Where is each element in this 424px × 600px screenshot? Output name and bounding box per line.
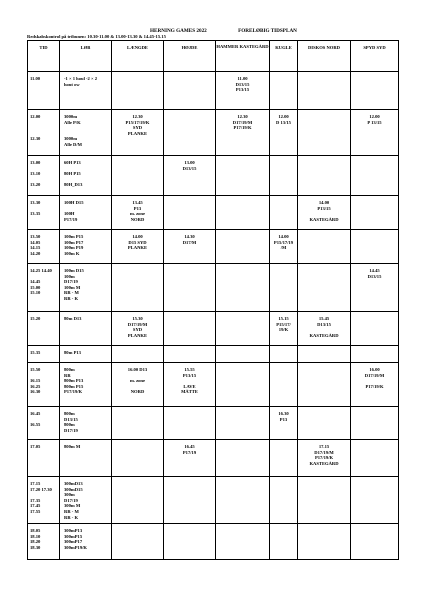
cell-kugle: [270, 312, 298, 346]
hojde-text: 14.30: [184, 234, 195, 239]
lob-text: RR - K: [64, 296, 79, 301]
cell-kugle: [270, 110, 298, 156]
tid-text: 17.55: [30, 509, 41, 514]
event-name: HERNING GAMES 2022: [150, 28, 207, 34]
tid-text: 13.30: [30, 200, 41, 205]
cell-diskos: [298, 407, 351, 440]
tid-text: 15.00: [30, 284, 41, 290]
cell-kugle: [270, 440, 298, 477]
tid-text: 12.30: [30, 136, 41, 142]
col-header-hammer: HAMMER KASTEGÅRD: [216, 41, 270, 72]
diskos-text: D17/19/M: [314, 449, 334, 455]
tid-text: 12.00: [30, 114, 41, 119]
tid-text: 18.30: [30, 544, 41, 550]
diskos-text: 15.45: [318, 316, 330, 321]
cell-spyd: [351, 407, 399, 440]
laengde-text: 13.45: [132, 200, 143, 205]
laengde-text: PLANKE: [127, 130, 148, 136]
cell-spyd: [351, 110, 399, 156]
cell-tid: [28, 407, 60, 440]
kugle-text: 14.00: [278, 234, 289, 239]
tid-text: 13.00: [30, 160, 41, 165]
diskos-text: KASTEGÅRD: [309, 216, 339, 222]
hammer-text: P13/15: [235, 87, 250, 93]
hojde-text: LAVE: [183, 383, 196, 389]
schedule-row: [28, 264, 399, 312]
cell-laengde: [112, 156, 164, 196]
lob-text: 300mP13: [64, 528, 83, 533]
schedule-row: [28, 346, 399, 363]
cell-diskos: [298, 346, 351, 363]
cell-kugle: [270, 156, 298, 196]
cell-tid: [28, 72, 60, 110]
cell-hammer: [216, 264, 270, 312]
tid-text: 16.25: [30, 383, 41, 389]
hammer-text: D17/19/M: [232, 119, 253, 125]
cell-hojde: [164, 477, 216, 524]
tid-text: 16.45: [30, 411, 41, 416]
lob-text: 800m M: [64, 444, 81, 449]
doc-label: FORELØBIG TIDSPLAN: [238, 28, 297, 34]
cell-kugle: [270, 524, 298, 560]
lob-text: 100m D15: [64, 268, 84, 273]
lob-text: 300m: [64, 492, 75, 498]
lob-text: 300mD13: [64, 481, 83, 486]
cell-tid: [28, 312, 60, 346]
cell-kugle: [270, 346, 298, 363]
cell-lob: [60, 407, 112, 440]
schedule-row: [28, 72, 399, 110]
tid-text: 17.20 17.30: [30, 486, 52, 492]
cell-laengde: [112, 440, 164, 477]
schedule-row: [28, 407, 399, 440]
cell-hojde: [164, 230, 216, 264]
cell-lob: [60, 110, 112, 156]
cell-hammer: [216, 72, 270, 110]
laengde-text: SYD: [132, 125, 143, 131]
lob-text: P17/19/K: [64, 389, 83, 395]
cell-hojde: [164, 264, 216, 312]
kugle-text: P15/17/: [276, 321, 291, 327]
lob-text: 80H_D13: [64, 182, 83, 188]
cell-tid: [28, 363, 60, 407]
cell-hojde: [164, 196, 216, 230]
cell-kugle: [270, 264, 298, 312]
cell-tid: [28, 230, 60, 264]
lob-text: 800m P15: [64, 383, 84, 389]
laengde-text: 16.00 D13: [127, 367, 148, 372]
tid-text: 18.10: [30, 533, 41, 539]
hammer-text: 12.30: [237, 114, 248, 119]
lob-text: 300m M: [64, 503, 81, 509]
lob-text: 80m P13: [64, 350, 81, 355]
hojde-text: P13/15: [182, 372, 197, 378]
laengde-text: m. zone: [129, 378, 146, 384]
laengde-text: m. zone: [129, 211, 146, 217]
cell-spyd: [351, 524, 399, 560]
cell-hammer: [216, 312, 270, 346]
tid-text: 16.30: [30, 389, 41, 395]
lob-text: P17/19: [64, 216, 78, 222]
laengde-text: P15/17/19/K: [125, 119, 150, 125]
schedule-row: [28, 477, 399, 524]
cell-laengde: [112, 407, 164, 440]
cell-kugle: [270, 230, 298, 264]
schedule-row: [28, 156, 399, 196]
cell-kugle: [270, 196, 298, 230]
cell-diskos: [298, 196, 351, 230]
cell-laengde: [112, 230, 164, 264]
cell-lob: [60, 156, 112, 196]
col-header-laengde: LÆNGDE: [112, 41, 164, 72]
cell-spyd: [351, 346, 399, 363]
kugle-text: P15/17/19: [273, 239, 294, 245]
cell-spyd: [351, 440, 399, 477]
cell-lob: [60, 524, 112, 560]
schedule-row: [28, 230, 399, 264]
diskos-text: D13/15: [317, 321, 331, 327]
schedule-row: [28, 196, 399, 230]
cell-spyd: [351, 196, 399, 230]
cell-diskos: [298, 156, 351, 196]
cell-laengde: [112, 196, 164, 230]
cell-hojde: [164, 524, 216, 560]
cell-laengde: [112, 363, 164, 407]
tid-text: 14.25 14.40: [30, 268, 52, 273]
lob-text: hout ow: [64, 81, 80, 87]
hojde-text: 13.00: [184, 160, 195, 165]
diskos-text: KASTEGÅRD: [309, 332, 339, 338]
kugle-text: P13: [279, 416, 288, 422]
col-header-diskos: DISKOS NORD: [298, 41, 351, 72]
kugle-text: 15.15: [278, 316, 289, 321]
cell-tid: [28, 477, 60, 524]
cell-lob: [60, 346, 112, 363]
lob-text: 100m P17: [64, 239, 84, 245]
cell-hammer: [216, 524, 270, 560]
cell-lob: [60, 72, 112, 110]
lob-text: D17/19: [64, 279, 78, 285]
cell-hammer: [216, 477, 270, 524]
cell-hojde: [164, 312, 216, 346]
cell-diskos: [298, 440, 351, 477]
lob-text: 100H D15: [64, 200, 84, 205]
cell-tid: [28, 440, 60, 477]
cell-lob: [60, 196, 112, 230]
cell-laengde: [112, 312, 164, 346]
lob-text: 80H P15: [64, 171, 81, 177]
diskos-text: KASTEGÅRD: [309, 460, 339, 466]
header-row: [28, 41, 399, 72]
spyd-text: P 13/15: [367, 119, 382, 125]
cell-kugle: [270, 363, 298, 407]
hojde-text: 15.55: [184, 367, 195, 372]
tid-text: 18.20: [30, 539, 41, 545]
lob-text: RR - M: [64, 290, 79, 296]
cell-diskos: [298, 110, 351, 156]
lob-text: 300mP19/K: [64, 544, 87, 550]
lob-text: 300mP15: [64, 533, 83, 539]
tid-text: 13.50: [30, 234, 41, 239]
cell-tid: [28, 524, 60, 560]
cell-kugle: [270, 407, 298, 440]
cell-tid: [28, 264, 60, 312]
cell-hammer: [216, 440, 270, 477]
tid-text: 17.15: [30, 481, 41, 486]
schedule-row: [28, 440, 399, 477]
tid-text: 15.10: [30, 290, 41, 296]
tid-text: 15.50: [30, 367, 41, 372]
laengde-text: D15 SYD: [128, 239, 147, 245]
cell-spyd: [351, 230, 399, 264]
lob-text: 800m: [64, 422, 75, 428]
tid-text: 13.20: [30, 182, 41, 188]
cell-spyd: [351, 72, 399, 110]
lob-text: -1 × 1 houl -2 × 2: [64, 76, 98, 81]
lob-text: Alle P/K: [64, 119, 81, 125]
hojde-text: MÅTTE: [181, 389, 198, 395]
tid-text: 14.05: [30, 239, 41, 245]
lob-text: 100m P15: [64, 234, 84, 239]
cell-hojde: [164, 156, 216, 196]
cell-lob: [60, 312, 112, 346]
cell-spyd: [351, 363, 399, 407]
tid-text: 13.35: [30, 211, 41, 217]
cell-laengde: [112, 524, 164, 560]
schedule-row: [28, 110, 399, 156]
hammer-text: P17/19/K: [233, 125, 252, 131]
cell-tid: [28, 346, 60, 363]
lob-text: 100m K: [64, 250, 80, 256]
hojde-text: D13/15: [182, 165, 197, 171]
tid-text: 15.35: [30, 350, 41, 355]
tid-text: 15.20: [30, 316, 41, 321]
kugle-text: 12.00: [278, 114, 289, 119]
col-header-hojde: HØJDE: [164, 41, 216, 72]
kugle-text: D 13/15: [276, 119, 291, 125]
cell-tid: [28, 196, 60, 230]
lob-text: 100m P19: [64, 245, 84, 251]
cell-spyd: [351, 312, 399, 346]
lob-text: 800m: [64, 411, 75, 416]
cell-kugle: [270, 477, 298, 524]
cell-diskos: [298, 264, 351, 312]
lob-text: RR - M: [64, 509, 79, 514]
spyd-text: D17/19/M: [364, 372, 385, 378]
cell-hammer: [216, 363, 270, 407]
tid-text: 17.05: [30, 444, 41, 449]
hojde-text: 16.45: [184, 444, 195, 449]
cell-hojde: [164, 407, 216, 440]
cell-diskos: [298, 363, 351, 407]
schedule-row: [28, 312, 399, 346]
diskos-text: P17/19/K: [314, 455, 334, 461]
schedule-row: [28, 363, 399, 407]
laengde-text: NORD: [130, 389, 145, 395]
lob-text: 100m M: [64, 284, 81, 290]
spyd-text: 12.00: [369, 114, 380, 119]
lob-text: 3000m: [64, 136, 78, 142]
cell-diskos: [298, 477, 351, 524]
cell-spyd: [351, 156, 399, 196]
hammer-text: D13/15: [235, 81, 250, 87]
cell-hojde: [164, 363, 216, 407]
cell-hojde: [164, 346, 216, 363]
equipment-check-note: Redskabskontrol på tribunen: 10.30-11.00 & 13.00-13.30 & 14.45-15.15: [27, 34, 166, 39]
laengde-text: NORD: [130, 216, 145, 222]
cell-hammer: [216, 110, 270, 156]
spyd-text: D13/15: [367, 273, 382, 279]
cell-tid: [28, 156, 60, 196]
lob-text: D13/15: [64, 416, 78, 422]
cell-laengde: [112, 72, 164, 110]
cell-lob: [60, 440, 112, 477]
diskos-text: P13/15: [317, 205, 331, 211]
tid-text: 16.55: [30, 422, 41, 428]
lob-text: 300mD15: [64, 486, 83, 492]
cell-diskos: [298, 72, 351, 110]
cell-hojde: [164, 72, 216, 110]
lob-text: 60H P13: [64, 160, 81, 165]
laengde-text: 12.30: [132, 114, 143, 119]
lob-text: 300mP17: [64, 539, 83, 545]
tid-text: 17.35: [30, 497, 41, 503]
cell-laengde: [112, 346, 164, 363]
kugle-text: /M: [280, 245, 287, 251]
laengde-text: P13: [133, 205, 142, 211]
schedule-row: [28, 524, 399, 560]
lob-text: D17/19: [64, 427, 78, 433]
lob-text: D17/19: [64, 497, 78, 503]
tid-text: 17.45: [30, 503, 41, 509]
hojde-text: D17/M: [182, 239, 197, 245]
cell-hammer: [216, 230, 270, 264]
lob-text: RR - K: [64, 514, 79, 520]
tid-text: 18.05: [30, 528, 41, 533]
tid-text: 14.45: [30, 279, 41, 285]
col-header-tid: TID: [28, 41, 60, 72]
cell-spyd: [351, 477, 399, 524]
cell-laengde: [112, 110, 164, 156]
tid-text: 14.20: [30, 250, 41, 256]
tid-text: 11.00: [30, 76, 41, 81]
spyd-text: 16.00: [369, 367, 380, 372]
cell-diskos: [298, 312, 351, 346]
cell-diskos: [298, 230, 351, 264]
laengde-text: PLANKE: [127, 245, 148, 251]
laengde-text: 14.00: [132, 234, 143, 239]
cell-laengde: [112, 264, 164, 312]
cell-lob: [60, 230, 112, 264]
lob-text: RR: [64, 372, 71, 378]
cell-lob: [60, 363, 112, 407]
spyd-text: 14.45: [369, 268, 380, 273]
hammer-text: 11.00: [237, 76, 248, 81]
lob-text: Alle D/M: [64, 142, 82, 147]
lob-text: 800m P13: [64, 378, 84, 384]
lob-text: 800m: [64, 367, 75, 372]
hojde-text: P17/19: [182, 449, 197, 455]
diskos-text: 14.00: [318, 200, 330, 205]
lob-text: 100H: [64, 211, 75, 217]
cell-laengde: [112, 477, 164, 524]
col-header-lob: LØB: [60, 41, 112, 72]
document-title: [150, 28, 327, 34]
laengde-text: 15.30: [132, 316, 143, 321]
cell-hojde: [164, 110, 216, 156]
laengde-text: D17/19/M: [127, 321, 148, 327]
schedule-table: [27, 40, 399, 560]
laengde-text: PLANKE: [127, 332, 148, 338]
lob-text: 100m: [64, 273, 75, 279]
tid-text: 13.10: [30, 171, 41, 177]
cell-diskos: [298, 524, 351, 560]
cell-hammer: [216, 407, 270, 440]
kugle-text: 16.30: [278, 411, 289, 416]
cell-lob: [60, 477, 112, 524]
diskos-text: 17.15: [318, 444, 330, 449]
cell-hammer: [216, 196, 270, 230]
spyd-text: P17/19/K: [365, 383, 384, 389]
cell-kugle: [270, 72, 298, 110]
tid-text: 14.15: [30, 245, 41, 251]
laengde-text: SYD: [132, 327, 143, 333]
kugle-text: 19/K: [278, 327, 289, 333]
cell-spyd: [351, 264, 399, 312]
lob-text: 80m D13: [64, 316, 82, 321]
col-header-spyd: SPYD SYD: [351, 41, 399, 72]
col-header-kugle: KUGLE: [270, 41, 298, 72]
cell-hojde: [164, 440, 216, 477]
lob-text: 3000m: [64, 114, 78, 119]
cell-tid: [28, 110, 60, 156]
tid-text: 16.15: [30, 378, 41, 384]
cell-hammer: [216, 156, 270, 196]
cell-lob: [60, 264, 112, 312]
cell-hammer: [216, 346, 270, 363]
